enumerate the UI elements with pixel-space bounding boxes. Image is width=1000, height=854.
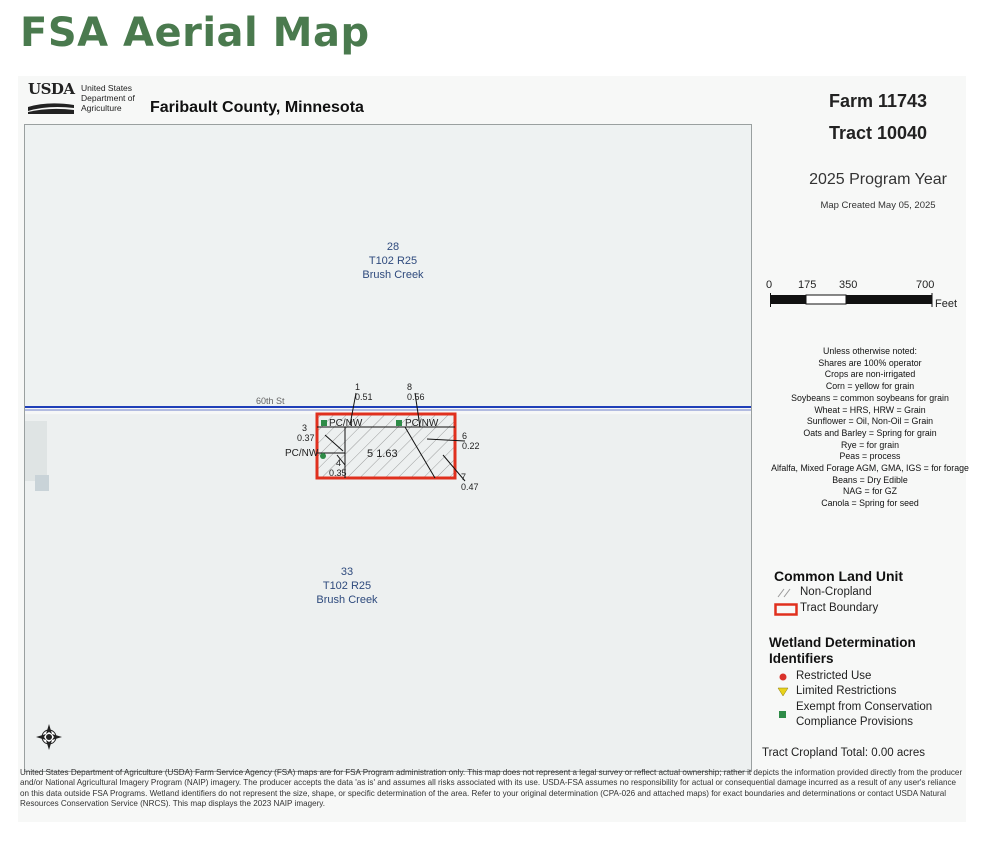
clu-legend-title: Common Land Unit [774,568,904,584]
wetland-label: PC/NW [405,418,439,429]
non-cropland-icon [776,588,796,598]
aerial-map[interactable] [24,124,752,772]
limited-restrictions-label: Limited Restrictions [796,685,897,697]
section-28-label: 28 T102 R25 Brush Creek [362,241,424,281]
street-label: 60th St [256,396,285,406]
fsa-map-sheet: USDA United States Department of Agriculture Faribault County, Minnesota 28 T102 R25 Brush Creek 33 T102 R25 Brush Creek 60th St 1 0.51 8 0.56 3 0.37 6 0.22 4 0.35 5 1.63 7 0.47 PC/NW PC/NW PC/NW Farm 11743 Tract 10040 2025 Program Year Map Created May 05, 2025 0 175 350 700 Feet Unless otherwise noted: Shares are 100% operator Crops are non-irrigated Corn = yellow for grain Soybeans = common soybeans for grain Wheat = HRS, HRW = Grain Sunflower = Oil, Non-Oil = Grain Oats and Barley = Spring for grain Rye = for grain Peas = process Alfalfa, Mixed Forage AGM, GMA, IGS = for forage Beans = Dry Edible NAG = for GZ Canola = Spring for seed Common Land Unit Non-Cropland Tract Boundary Wetland Determination Identifiers Restricted Use Limited Restrictions Exempt from Conservation Compliance Provisions Tract Cropland Total: 0.00 acres United States Department of Agriculture (USDA) Farm Service Agency (FSA) maps are for FSA Program administration only. This map does not represent a legal survey or reflect actual ownership; rather it depicts the information provided directly from the producer and/or National Agricultural Imagery Program (NAIP) imagery. The producer accepts the data 'as is' and assumes all risks associated with its use. USDA-FSA assumes no responsibility for actual or consequential damage incurred as a result of any user's reliance on this data outside FSA Programs. Wetland identifiers do not represent the size, shape, or specific determination of the area. Refer to your original determination (CPA-026 and attached maps) for exact boundaries and determinations or contact USDA Natural Resources Conservation Service (NRCS). This map displays the 2023 NAIP imagery. [18,76,966,822]
clu-7-label[interactable]: 7 0.47 [461,472,479,492]
clu-1-label[interactable]: 1 0.51 [355,382,373,402]
crop-notes: Unless otherwise noted: Shares are 100% operator Crops are non-irrigated Corn = yellow for grain Soybeans = common soybeans for grain Wheat = HRS, HRW = Grain Sunflower = Oil, Non-Oil = Grain Oats and Barley = Spring for grain Rye = for grain Peas = process Alfalfa, Mixed Forage AGM, GMA, IGS = for forage Beans = Dry Edible NAG = for GZ Canola = Spring for seed [771,346,969,509]
wetland-legend-title: Wetland Determination [769,635,916,650]
clu-6-label[interactable]: 6 0.22 [462,431,480,451]
tract-cropland-total: Tract Cropland Total: 0.00 acres [762,747,925,759]
disclaimer: United States Department of Agriculture (USDA) Farm Service Agency (FSA) maps are for FSA Program administration only. This map does not represent a legal survey or reflect actual ownership; rather it depicts the information provided directly from the producer and/or National Agricultural Imagery Program (NAIP) imagery. The producer accepts the data 'as is' and assumes all risks associated with its use. USDA-FSA assumes no responsibility for actual or consequential damage incurred as a result of any user's reliance on this data outside FSA Programs. Wetland identifiers do not represent the size, shape, or specific determination of the area. Refer to your original determination (CPA-026 and attached maps) for exact boundaries and determinations or contact USDA Natural Resources Conservation Service (NRCS). This map displays the 2023 NAIP imagery. [20,768,963,808]
wetland-legend-subtitle: Identifiers [769,651,834,666]
usda-logo [28,80,75,116]
wetland-label: PC/NW [329,418,363,429]
clu-3-label[interactable]: 3 0.37 [297,423,315,443]
wetland-label: PC/NW [285,448,319,459]
wetland-exempt-marker[interactable] [321,420,327,426]
restricted-use-label: Restricted Use [796,670,872,682]
county-title: Faribault County, Minnesota [150,99,364,116]
non-cropland-label: Non-Cropland [800,586,872,598]
map-created-date: Map Created May 05, 2025 [820,200,936,211]
farm-number: Farm 11743 [828,91,928,111]
clu-5-label[interactable]: 5 1.63 [367,448,398,460]
limited-restrictions-icon [777,687,789,697]
exempt-label-line2: Compliance Provisions [796,716,913,728]
wetland-exempt-marker[interactable] [320,453,326,459]
tract-boundary-label: Tract Boundary [800,602,879,614]
clu-8-label[interactable]: 8 0.56 [407,382,425,402]
wetland-exempt-marker[interactable] [396,420,402,426]
usda-department-name: United States Department of Agriculture [81,83,135,113]
program-year: 2025 Program Year [809,171,947,188]
exempt-label-line1: Exempt from Conservation [796,701,933,713]
clu-4-label[interactable]: 4 0.35 [329,458,347,478]
exempt-icon [778,710,788,720]
section-33-label: 33 T102 R25 Brush Creek [316,566,378,606]
tract-boundary-icon [774,603,798,617]
tract-number: Tract 10040 [828,123,928,143]
page-heading: FSA Aerial Map [20,10,370,56]
usda-logo-text: USDA [28,80,75,98]
restricted-use-icon [778,672,788,682]
